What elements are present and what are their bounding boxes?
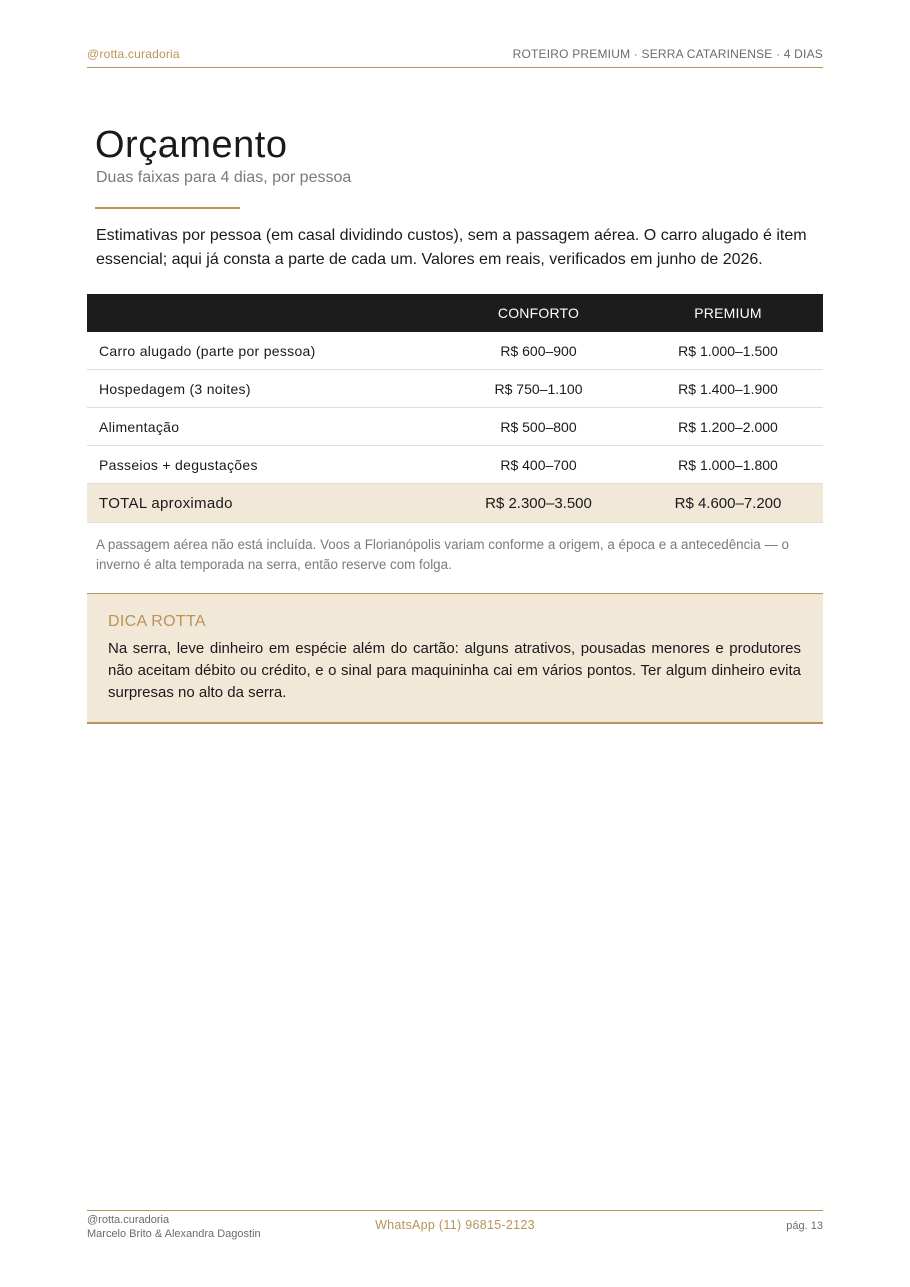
total-conforto-value: R$ 2.300–3.500 xyxy=(444,484,633,523)
page-title: Orçamento xyxy=(95,124,288,166)
header-brand: @rotta.curadoria xyxy=(87,47,180,61)
footer-authors: Marcelo Brito & Alexandra Dagostin xyxy=(87,1228,261,1240)
row-item-label: Passeios + degustações xyxy=(87,446,444,484)
total-label: TOTAL aproximado xyxy=(87,484,444,523)
page-header xyxy=(87,46,823,68)
row-premium-value: R$ 1.200–2.000 xyxy=(633,408,823,446)
tip-title: DICA ROTTA xyxy=(108,613,206,630)
footer-page-number: pág. 13 xyxy=(786,1220,823,1232)
footer-handle: @rotta.curadoria xyxy=(87,1214,170,1226)
table-total-row xyxy=(87,484,823,523)
row-conforto-value: R$ 750–1.100 xyxy=(444,370,633,408)
row-premium-value: R$ 1.000–1.800 xyxy=(633,446,823,484)
row-premium-value: R$ 1.400–1.900 xyxy=(633,370,823,408)
total-premium-value: R$ 4.600–7.200 xyxy=(633,484,823,523)
row-item-label: Hospedagem (3 noites) xyxy=(87,370,444,408)
row-item-label: Carro alugado (parte por pessoa) xyxy=(87,332,444,370)
table-row xyxy=(87,332,823,370)
table-header-row xyxy=(87,294,823,332)
page-subtitle: Duas faixas para 4 dias, por pessoa xyxy=(96,169,352,186)
footer-whatsapp-contact: WhatsApp (11) 96815-2123 xyxy=(375,1218,535,1232)
column-header-premium: PREMIUM xyxy=(633,294,823,332)
row-conforto-value: R$ 600–900 xyxy=(444,332,633,370)
row-conforto-value: R$ 400–700 xyxy=(444,446,633,484)
row-item-label: Alimentação xyxy=(87,408,444,446)
column-header-conforto: CONFORTO xyxy=(444,294,633,332)
table-row xyxy=(87,408,823,446)
column-header-item xyxy=(87,294,444,332)
budget-table xyxy=(87,294,823,523)
row-conforto-value: R$ 500–800 xyxy=(444,408,633,446)
header-document-title: ROTEIRO PREMIUM · SERRA CATARINENSE · 4 DIAS xyxy=(512,47,823,61)
tip-box xyxy=(87,593,823,724)
tip-body: Na serra, leve dinheiro em espécie além do cartão: alguns atrativos, pousadas menores e produtores não aceitam débito ou crédito, e o sinal para maquininha cai em vários pontos. Ter algum dinheiro evita surpresas no alto da serra. xyxy=(108,640,801,701)
table-row xyxy=(87,370,823,408)
table-row xyxy=(87,446,823,484)
title-accent-rule xyxy=(95,207,240,209)
airfare-note: A passagem aérea não está incluída. Voos a Florianópolis variam conforme a origem, a época e a antecedência — o inverno é alta temporada na serra, então reserve com folga. xyxy=(96,537,790,572)
row-premium-value: R$ 1.000–1.500 xyxy=(633,332,823,370)
intro-paragraph: Estimativas por pessoa (em casal dividindo custos), sem a passagem aérea. O carro alugado é item essencial; aqui já consta a parte de cada um. Valores em reais, verificados em junho de 2026. xyxy=(96,227,807,268)
page-footer xyxy=(87,1210,823,1247)
